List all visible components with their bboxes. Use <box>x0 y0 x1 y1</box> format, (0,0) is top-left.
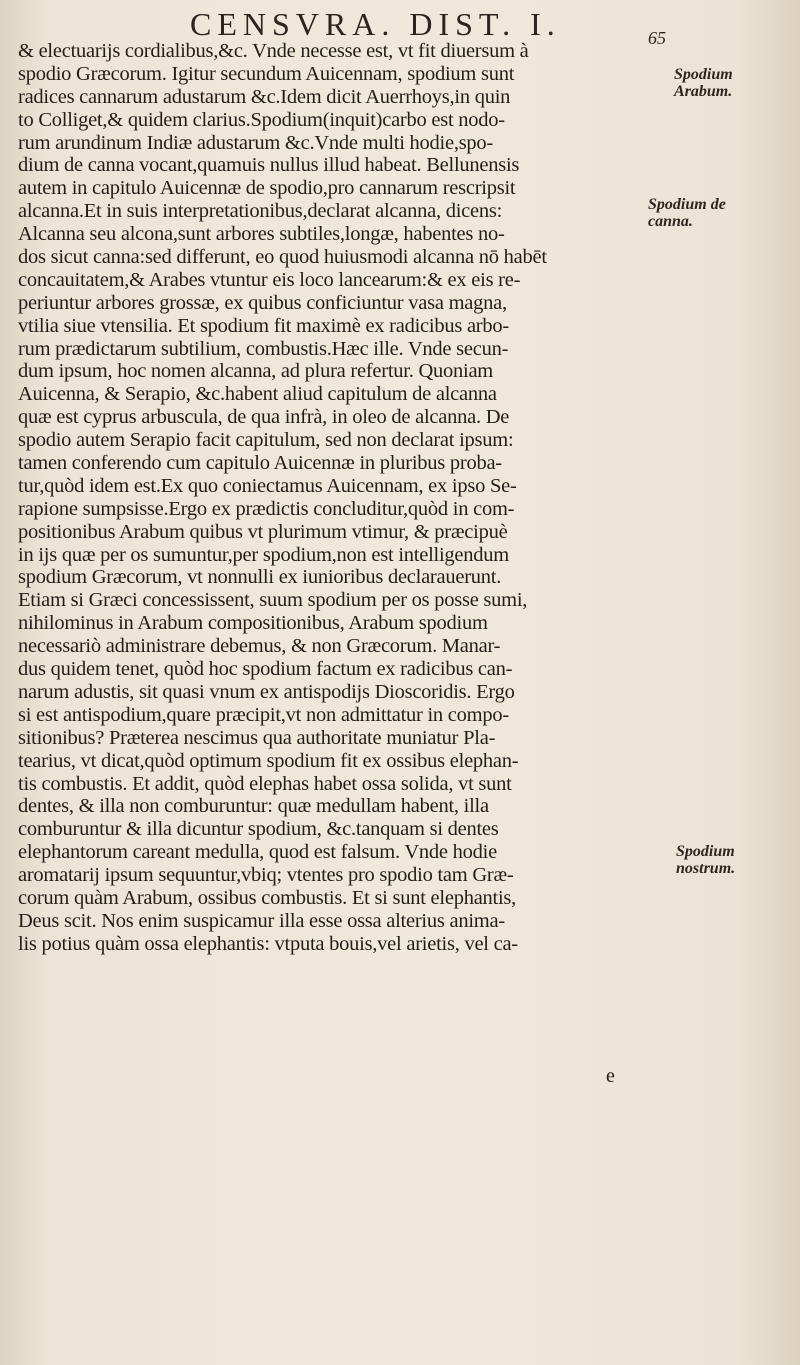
text-line: to Colliget,& quidem clarius.Spodium(inquit)carbo est nodo- <box>18 108 505 131</box>
text-line: aromatarij ipsum sequuntur,vbiq; vtentes pro spodio tam Græ- <box>18 864 514 887</box>
marginal-note-line: Spodium de <box>648 196 726 213</box>
text-line: positionibus Arabum quibus vt plurimum vtimur, & præcipuè <box>18 520 508 543</box>
body-text <box>18 40 658 956</box>
text-line: in ijs quæ per os sumuntur,per spodium,non est intelligendum <box>18 543 509 566</box>
text-line: rum arundinum Indiæ adustarum &c.Vnde multi hodie,spo- <box>18 131 494 154</box>
text-line: tamen conferendo cum capitulo Auicennæ in pluribus proba- <box>18 452 502 475</box>
running-head: CENSVRA. DIST. I. <box>190 6 561 42</box>
text-line: narum adustis, sit quasi vnum ex antispodijs Dioscoridis. Ergo <box>18 680 515 703</box>
text-line: tis combustis. Et addit, quòd elephas habet ossa solida, vt sunt <box>18 772 512 795</box>
text-line: radices cannarum adustarum &c.Idem dicit Auerrhoys,in quin <box>18 85 511 108</box>
text-line: vtilia siue vtensilia. Et spodium fit maximè ex radicibus arbo- <box>18 314 509 337</box>
text-line: autem in capitulo Auicennæ de spodio,pro cannarum rescripsit <box>18 177 516 200</box>
text-line: Alcanna seu alcona,sunt arbores subtiles,longæ, habentes no- <box>18 223 505 246</box>
text-line: dos sicut canna:sed differunt, eo quod huiusmodi alcanna nō habēt <box>18 246 547 269</box>
text-line: rum prædictarum subtilium, combustis.Hæc ille. Vnde secun- <box>18 337 509 360</box>
text-line: lis potius quàm ossa elephantis: vtputa bouis,vel arietis, vel ca- <box>18 932 518 955</box>
text-line: Etiam si Græci concessissent, suum spodium per os posse sumi, <box>18 589 528 612</box>
text-line: comburuntur & illa dicuntur spodium, &c.tanquam si dentes <box>18 818 499 841</box>
text-line: spodio autem Serapio facit capitulum, sed non declarat ipsum: <box>18 429 514 452</box>
text-line: necessariò administrare debemus, & non Græcorum. Manar- <box>18 635 501 658</box>
marginal-note-line: canna. <box>648 213 693 230</box>
page-number: 65 <box>648 28 666 48</box>
catchword: e <box>606 1065 615 1087</box>
marginal-note-spodium-nostrum <box>676 843 735 877</box>
text-line: nihilominus in Arabum compositionibus, Arabum spodium <box>18 612 488 635</box>
text-line: concauitatem,& Arabes vtuntur eis loco lancearum:& ex eis re- <box>18 268 521 291</box>
text-line: periuntur arbores grossæ, ex quibus conficiuntur vasa magna, <box>18 291 507 314</box>
text-line: tur,quòd idem est.Ex quo coniectamus Auicennam, ex ipso Se- <box>18 474 517 497</box>
text-line: corum quàm Arabum, ossibus combustis. Et si sunt elephantis, <box>18 886 517 909</box>
text-line: Auicenna, & Serapio, &c.habent aliud capitulum de alcanna <box>18 383 497 406</box>
text-line: dus quidem tenet, quòd hoc spodium factum ex radicibus can- <box>18 658 513 681</box>
text-line: dentes, & illa non comburuntur: quæ medullam habent, illa <box>18 795 489 818</box>
text-line: quæ est cyprus arbuscula, de qua infrà, in oleo de alcanna. De <box>18 406 510 429</box>
text-line: spodium Græcorum, vt nonnulli ex iunioribus declarauerunt. <box>18 566 502 589</box>
text-line: tearius, vt dicat,quòd optimum spodium fit ex ossibus elephan- <box>18 749 519 772</box>
text-line: elephantorum careant medulla, quod est falsum. Vnde hodie <box>18 841 497 864</box>
marginal-note-spodium-arabum <box>674 66 733 100</box>
text-line: dium de canna vocant,quamuis nullus illud habeat. Bellunensis <box>18 154 520 177</box>
marginal-note-line: Arabum. <box>674 83 733 100</box>
text-line: si est antispodium,quare præcipit,vt non admittatur in compo- <box>18 703 509 726</box>
marginal-note-line: Spodium <box>674 66 733 83</box>
text-line: Deus scit. Nos enim suspicamur illa esse ossa alterius anima- <box>18 909 505 932</box>
marginal-note-spodium-de-canna <box>648 196 726 230</box>
text-line: sitionibus? Præterea nescimus qua authoritate muniatur Pla- <box>18 726 496 749</box>
text-line: rapione sumpsisse.Ergo ex prædictis concluditur,quòd in com- <box>18 497 515 520</box>
text-line: spodio Græcorum. Igitur secundum Auicennam, spodium sunt <box>18 62 515 85</box>
marginal-note-line: nostrum. <box>676 860 736 877</box>
marginal-note-line: Spodium <box>676 843 735 860</box>
text-line: alcanna.Et in suis interpretationibus,declarat alcanna, dicens: <box>18 200 503 223</box>
text-line: dum ipsum, hoc nomen alcanna, ad plura refertur. Quoniam <box>18 360 494 383</box>
text-line: & electuarijs cordialibus,&c. Vnde necesse est, vt fit diuersum à <box>18 40 529 62</box>
